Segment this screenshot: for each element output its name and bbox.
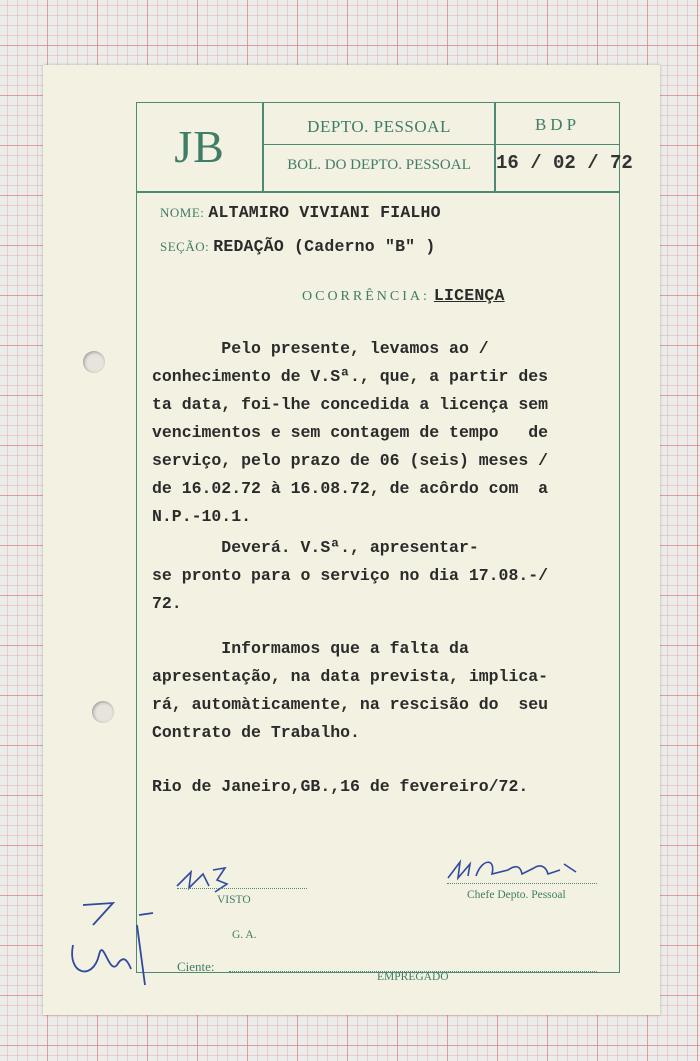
visto-label: VISTO: [217, 894, 251, 906]
logo-jb: JB: [174, 121, 225, 172]
department-title: DEPTO. PESSOAL: [307, 117, 451, 136]
paragraph-3: [152, 635, 607, 747]
employee-label: EMPREGADO: [377, 971, 449, 983]
occurrence-value: LICENÇA: [433, 286, 505, 305]
chief-label: Chefe Depto. Pessoal: [467, 889, 566, 901]
paragraph-3-line: rá, automàticamente, na rescisão do seu: [152, 695, 549, 714]
form-frame: [136, 102, 633, 983]
closing-line: [152, 773, 607, 801]
paragraph-2-line: 72.: [152, 594, 182, 613]
bulletin-date: 16 / 02 / 72: [496, 152, 633, 174]
name-field: [160, 203, 441, 222]
visto-signature: [169, 858, 299, 898]
paragraph-1: [152, 335, 607, 531]
paragraph-2-line: se pronto para o serviço no dia 17.08.-/: [152, 566, 549, 585]
closing-text: Rio de Janeiro,GB.,16 de fevereiro/72.: [152, 777, 529, 796]
section-field: [160, 237, 435, 256]
paragraph-3-line: Contrato de Trabalho.: [152, 723, 360, 742]
occurrence-field: [302, 286, 505, 305]
chief-signature: [442, 850, 592, 890]
paragraph-2: [152, 534, 607, 618]
paragraph-3-line: Informamos que a falta da: [152, 639, 469, 658]
name-value: ALTAMIRO VIVIANI FIALHO: [208, 203, 441, 222]
paragraph-1-line: conhecimento de V.Sª., que, a partir des: [152, 367, 549, 386]
section-label: SEÇÃO:: [160, 239, 210, 254]
paragraph-3-line: apresentação, na data prevista, implica-: [152, 667, 549, 686]
employee-signature: [53, 885, 163, 1005]
document-sheet: [43, 65, 660, 1015]
paragraph-1-line: vencimentos e sem contagem de tempo de: [152, 423, 549, 442]
section-value: REDAÇÃO (Caderno "B" ): [213, 237, 436, 256]
paragraph-1-line: de 16.02.72 à 16.08.72, de acôrdo com a: [152, 479, 549, 498]
bulletin-title: BOL. DO DEPTO. PESSOAL: [287, 157, 471, 173]
paragraph-1-line: ta data, foi-lhe concedida a licença sem: [152, 395, 549, 414]
paragraph-1-line: serviço, pelo prazo de 06 (seis) meses /: [152, 451, 549, 470]
ga-label: G. A.: [232, 929, 257, 941]
punch-hole-top: [83, 351, 105, 373]
paragraph-2-line: Deverá. V.Sª., apresentar-: [152, 538, 479, 557]
punch-hole-bottom: [92, 701, 114, 723]
ciente-label: Ciente:: [177, 959, 215, 974]
paragraph-1-line: N.P.-10.1.: [152, 507, 252, 526]
bdp-label: BDP: [534, 115, 581, 134]
occurrence-label: OCORRÊNCIA:: [302, 289, 430, 304]
name-label: NOME:: [160, 205, 205, 220]
paragraph-1-line: Pelo presente, levamos ao /: [152, 339, 489, 358]
